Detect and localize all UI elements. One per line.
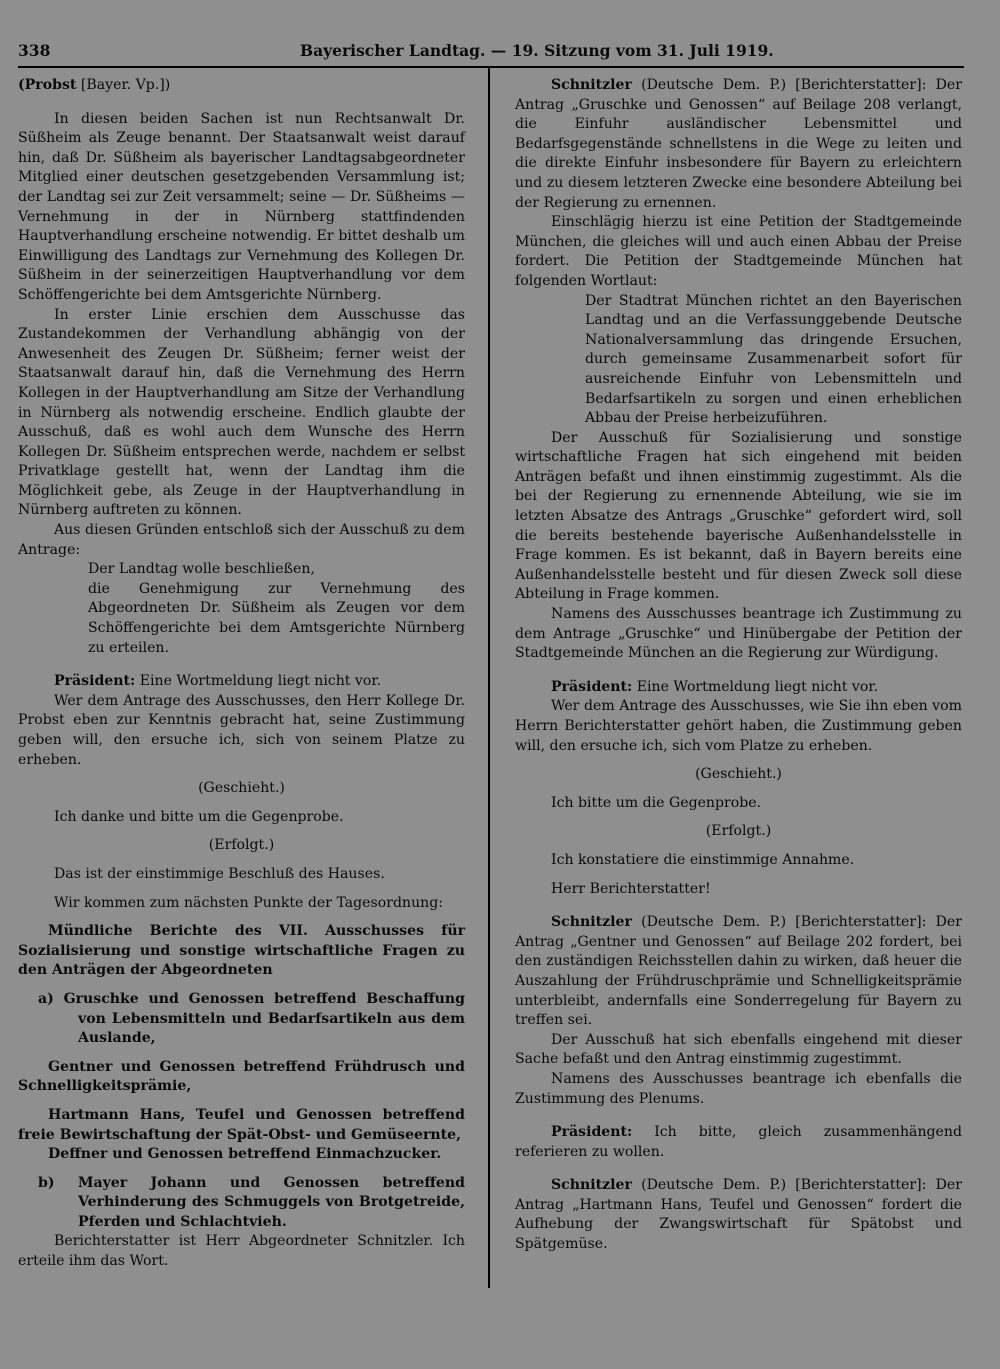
left-column [18,76,465,1272]
president-remark [515,678,962,698]
speaker-name: Schnitzler [551,77,632,93]
paragraph: Wer dem Antrage des Ausschusses, wie Sie ihn eben vom Herrn Berichterstatter gehört haben, die Zustimmung geben will, den ersuche ich, sich vom Platze zu erheben. [515,698,962,754]
paragraph: Der Ausschuß für Sozialisierung und sonstige wirtschaftliche Fragen hat sich eingehend mit beiden Anträgen befaßt und ihnen einstimmig zugestimmt. Als die bei der Regierung zu ernennende Abteilung, wie sie im letzten Absatze des Antrags „Gruschke“ gefordert wird, soll die bereits bestehende bayerische Außenhandelsstelle in Frage kommen. Es ist bekannt, daß in Bayern bereits eine Außenhandelsstelle besteht und für diesen Zweck soll diese Abteilung in Frage kommen. [515,429,962,603]
speech-text: Der Antrag „Hartmann Hans, Teufel und Genossen“ fordert die Aufhebung der Zwangswirtschaft für Spätobst und Spätgemüse. [515,1177,963,1253]
paragraph: Einschlägig hierzu ist eine Petition der Stadtgemeinde München, die gleiches will und auch einen Abbau der Preise fordert. Die Petition der Stadtgemeinde München hat folgenden Wortlaut: [515,214,962,289]
speech-text: Der Antrag „Gruschke und Genossen“ auf Beilage 208 verlangt, die Einfuhr ausländischer Lebensmittel und Bedarfsgegenstände schnellstens in die Wege zu leiten und die direkte Einfuhr insbesondere für Bayern zu erleichtern und zu diesem letzteren Zwecke eine besondere Abteilung bei der Regierung zu ernennen. [515,77,963,211]
paragraph: Ich danke und bitte um die Gegenprobe. [54,808,344,825]
speech [515,1176,962,1254]
paragraph: Herr Berichterstatter! [551,880,711,897]
agenda-heading: Mündliche Berichte des VII. Ausschusses für Sozialisierung und sonstige wirtschaftliche Fragen zu den Anträgen der Abgeordneten [18,923,465,979]
stage-direction: (Geschieht.) [695,766,782,783]
president-text: Ich bitte, gleich zusammenhängend referieren zu wollen. [515,1124,962,1160]
motion-quote: die Genehmigung zur Vernehmung des Abgeordneten Dr. Süßheim als Zeugen vor dem Schöffengerichte bei dem Amtsgerichte Nürnberg zu erteilen. [88,580,465,656]
speaker-heading [18,76,465,96]
speaker-meta: (Deutsche Dem. P.) [Berichterstatter]: [641,914,927,931]
paragraph: In diesen beiden Sachen ist nun Rechtsanwalt Dr. Süßheim als Zeuge benannt. Der Staatsanwalt weist darauf hin, daß Dr. Süßheim als bayerischer Landtagsabgeordneter Mitglied einer deutschen gesetzgebenden Versammlung ist; der Landtag sei zur Zeit versammelt; seine — Dr. Süßheims — Vernehmung in der in Nürnberg stattfindenden Hauptverhandlung erscheine notwendig. Er bittet deshalb um Einwilligung des Landtags zur Vernehmung des Kollegen Dr. Süßheim in der seinerzeitigen Hauptverhandlung vor dem Schöffengerichte bei dem Amtsgerichte Nürnberg. [18,110,465,303]
header-rule [18,66,964,68]
running-title: Bayerischer Landtag. — 19. Sitzung vom 31. Juli 1919. [300,41,774,60]
paragraph: Wer dem Antrage des Ausschusses, den Herr Kollege Dr. Probst eben zur Kenntnis gebracht hat, seine Zustimmung geben will, den ersuche ich, sich von seinem Platze zu erheben. [18,692,465,768]
stage-direction: (Geschieht.) [198,780,285,797]
agenda-item: Deffner und Genossen betreffend Einmachzucker. [48,1146,442,1163]
speaker-party: [Bayer. Vp.]) [80,77,171,93]
president-text: Eine Wortmeldung liegt nicht vor. [139,673,382,690]
speaker-name: Schnitzler [551,1177,632,1194]
motion-quote: Der Landtag wolle beschließen, [88,561,315,578]
page-number: 338 [18,41,51,60]
president-remark [515,1123,962,1162]
president-remark [18,672,465,692]
paragraph: Wir kommen zum nächsten Punkte der Tagesordnung: [54,894,443,911]
speech [515,913,962,1031]
speaker-meta: (Deutsche Dem. P.) [Berichterstatter]: [641,77,927,93]
president-label: Präsident: [54,673,136,690]
page-header [18,38,964,64]
speaker-name: (Probst [18,77,77,93]
paragraph: Berichterstatter ist Herr Abgeordneter Schnitzler. Ich erteile ihm das Wort. [18,1233,465,1270]
petition-quote: Der Stadtrat München richtet an den Bayerischen Landtag und an die Verfassunggebende Deutsche Nationalversammlung das dringende Ersuchen, durch gemeinsame Zusammenarbeit sofort für ausreichende Einfuhr von Lebensmitteln und Bedarfsartikeln zu sorgen und einen erheblichen Abbau der Preise herbeizuführen. [585,292,962,427]
speaker-name: Schnitzler [551,914,632,931]
right-column [515,76,962,1255]
speaker-meta: (Deutsche Dem. P.) [Berichterstatter]: [641,1177,927,1194]
agenda-item: Gentner und Genossen betreffend Frühdrusch und Schnelligkeitsprämie, [18,1058,465,1095]
paragraph: Das ist der einstimmige Beschluß des Hauses. [54,865,385,882]
president-text: Eine Wortmeldung liegt nicht vor. [636,678,879,695]
president-label: Präsident: [551,1124,633,1141]
speech-text: Der Antrag „Gentner und Genossen“ auf Beilage 202 fordert, bei den zuständigen Reichsstellen dahin zu wirken, daß heuer die Auszahlung der Frühdruschprämie und Schnelligkeitsprämie unterbleibt, andernfalls eine Sonderregelung für Bayern zu treffen sei. [515,914,963,1029]
paragraph: In erster Linie erschien dem Ausschusse das Zustandekommen der Verhandlung abhängig von der Anwesenheit des Zeugen Dr. Süßheim; ferner weist der Staatsanwalt darauf hin, daß die Vernehmung des Herrn Kollegen in der Hauptverhandlung am Sitze der Verhandlung in Nürnberg als notwendig erscheine. Endlich glaubte der Ausschuß, daß es wohl auch dem Wunsche des Herrn Kollegen Dr. Süßheim entsprechen werde, nachdem er selbst Privatklage gestellt hat, wenn der Landtag ihm die Möglichkeit gebe, als Zeuge in der Hauptverhandlung in Nürnberg auftreten zu können. [18,306,465,519]
stage-direction: (Erfolgt.) [208,837,275,854]
president-label: Präsident: [551,678,633,695]
paragraph: Namens des Ausschusses beantrage ich ebenfalls die Zustimmung des Plenums. [515,1070,962,1107]
paragraph: Namens des Ausschusses beantrage ich Zustimmung zu dem Antrage „Gruschke“ und Hinübergabe der Petition der Stadtgemeinde München an die Regierung zur Würdigung. [515,606,962,662]
paragraph: Ich konstatiere die einstimmige Annahme. [551,851,855,868]
agenda-item: b) Mayer Johann und Genossen betreffend Verhinderung des Schmuggels von Brotgetreide, Pferden und Schlachtvieh. [38,1174,465,1230]
agenda-item: a) Gruschke und Genossen betreffend Beschaffung von Lebensmitteln und Bedarfsartikeln aus dem Auslande, [38,990,465,1047]
paragraph: Der Ausschuß hat sich ebenfalls eingehend mit dieser Sache befaßt und den Antrag einstimmig zugestimmt. [515,1031,962,1068]
stage-direction: (Erfolgt.) [705,823,772,840]
paragraph: Aus diesen Gründen entschloß sich der Ausschuß zu dem Antrage: [18,522,465,558]
column-divider [488,68,490,1288]
paragraph: Ich bitte um die Gegenprobe. [551,794,762,811]
agenda-item: Hartmann Hans, Teufel und Genossen betreffend freie Bewirtschaftung der Spät-Obst- und Gemüseernte, [18,1106,465,1143]
speech [515,76,962,213]
